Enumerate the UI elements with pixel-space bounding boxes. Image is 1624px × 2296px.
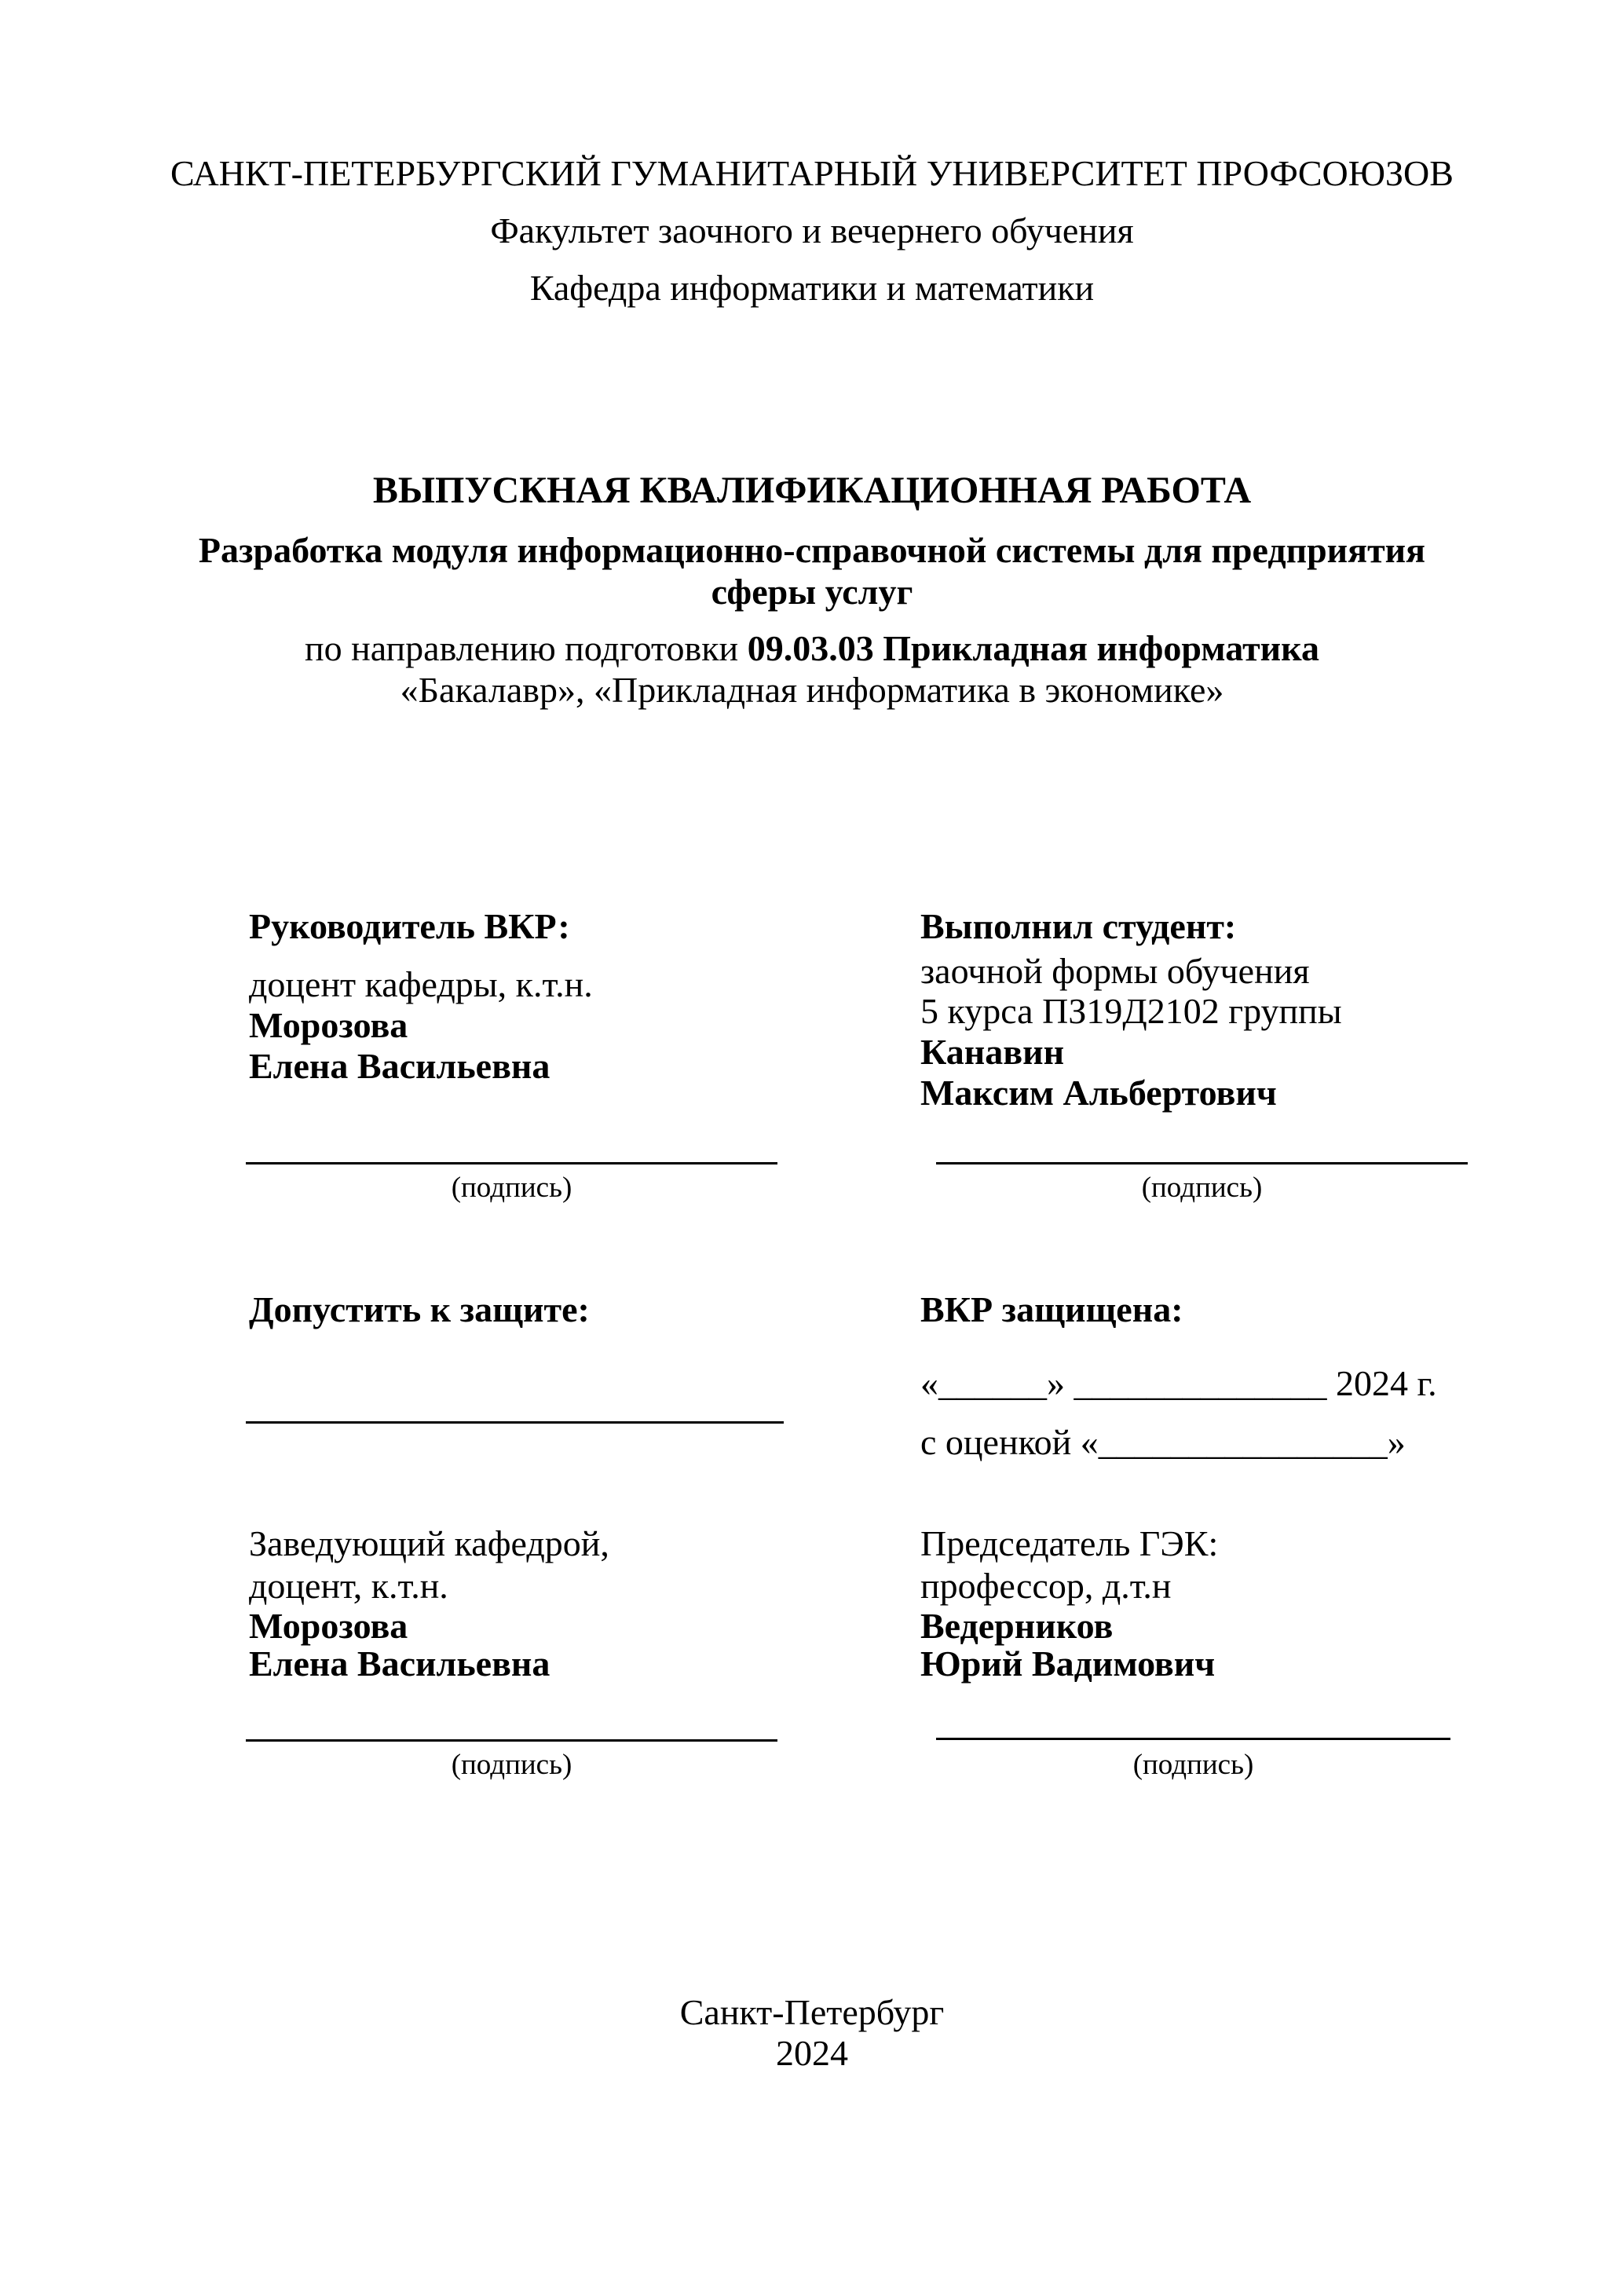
admission-heading: Допустить к защите: [249,1289,590,1329]
gek-chairman-name: Юрий Вадимович [920,1643,1216,1684]
gek-chairman-surname: Ведерников [920,1606,1114,1646]
student-heading: Выполнил студент: [920,906,1237,946]
supervisor-surname: Морозова [249,1005,408,1045]
gek-chairman-position-1: Председатель ГЭК: [920,1523,1219,1563]
dept-head-signature-line [246,1739,777,1742]
direction-code: 09.03.03 Прикладная информатика [747,628,1319,668]
footer-year: 2024 [776,2033,848,2073]
gek-chairman-signature-caption: (подпись) [1132,1749,1254,1781]
work-type-title: ВЫПУСКНАЯ КВАЛИФИКАЦИОННАЯ РАБОТА [372,470,1252,511]
student-name: Максим Альбертович [920,1073,1277,1113]
faculty-name: Факультет заочного и вечернего обучения [490,210,1134,250]
defense-grade-line: с оценкой «________________» [920,1422,1406,1462]
supervisor-signature-caption: (подпись) [451,1172,572,1204]
admission-signature-line [246,1421,784,1424]
topic-line-2: сферы услуг [711,572,913,612]
supervisor-signature-line [246,1162,777,1164]
qualification-line: «Бакалавр», «Прикладная информатика в экономике» [400,670,1224,710]
topic-line-1: Разработка модуля информационно-справочной системы для предприятия [198,530,1426,570]
direction-line [0,626,1624,671]
dept-head-name: Елена Васильевна [249,1643,550,1684]
department-name: Кафедра информатики и математики [529,268,1095,308]
university-name: САНКТ-ПЕТЕРБУРГСКИЙ ГУМАНИТАРНЫЙ УНИВЕРСИТЕТ ПРОФСОЮЗОВ [170,153,1454,193]
defense-date-line: «______» ______________ 2024 г. [920,1363,1437,1403]
student-info-1: заочной формы обучения [920,951,1310,991]
dept-head-surname: Морозова [249,1606,408,1646]
gek-chairman-position-2: профессор, д.т.н [920,1566,1172,1606]
footer-city: Санкт-Петербург [679,1992,945,2032]
student-info-2: 5 курса ПЗ19Д2102 группы [920,991,1342,1031]
dept-head-signature-caption: (подпись) [451,1749,572,1781]
supervisor-heading: Руководитель ВКР: [249,906,570,946]
dept-head-position-1: Заведующий кафедрой, [249,1523,609,1563]
direction-prefix: по направлению подготовки [305,628,748,668]
student-surname: Канавин [920,1032,1065,1072]
dept-head-position-2: доцент, к.т.н. [249,1566,448,1606]
supervisor-name: Елена Васильевна [249,1046,550,1086]
student-signature-line [936,1162,1468,1164]
defense-heading: ВКР защищена: [920,1289,1183,1329]
student-signature-caption: (подпись) [1141,1172,1263,1204]
supervisor-position: доцент кафедры, к.т.н. [249,964,593,1004]
gek-chairman-signature-line [936,1738,1450,1740]
